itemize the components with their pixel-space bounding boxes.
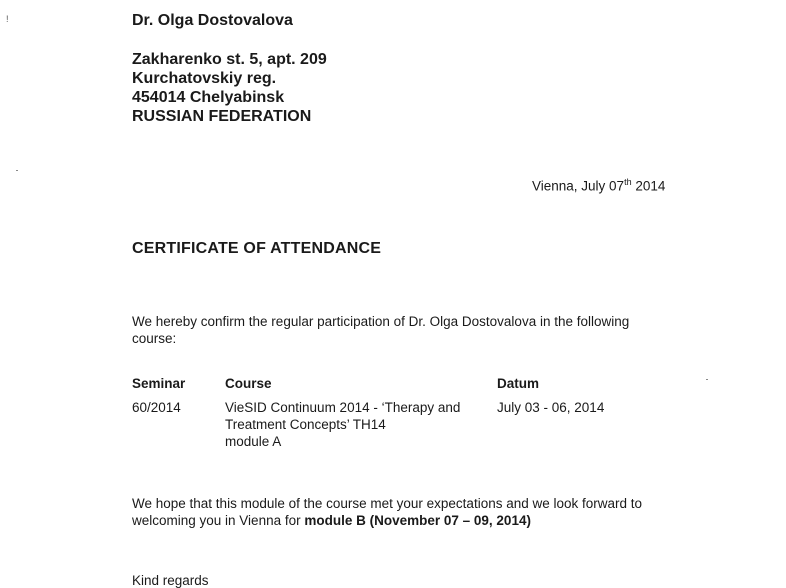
scan-speck: [16, 170, 18, 171]
header-seminar: Seminar: [132, 376, 186, 391]
address-line-city: 454014 Chelyabinsk: [132, 89, 285, 106]
address-line-region: Kurchatovskiy reg.: [132, 70, 277, 87]
date-prefix: Vienna, July 07: [532, 178, 625, 194]
intro-line-2: course:: [132, 331, 177, 346]
cell-seminar: 60/2014: [132, 400, 181, 415]
closing-line-2-text: welcoming you in Vienna for: [132, 513, 305, 528]
date-year: 2014: [631, 178, 666, 194]
signoff: Kind regards: [132, 573, 209, 588]
address-line-street: Zakharenko st. 5, apt. 209: [132, 51, 327, 68]
certificate-title: CERTIFICATE OF ATTENDANCE: [132, 240, 382, 257]
cell-course-line-3: module A: [225, 434, 282, 449]
scan-speck: [706, 379, 708, 380]
closing-line-1: We hope that this module of the course met your expectations and we look forward to: [132, 496, 643, 511]
recipient-name: Dr. Olga Dostovalova: [132, 12, 293, 29]
address-line-country: RUSSIAN FEDERATION: [132, 108, 312, 125]
cell-course-line-1: VieSID Continuum 2014 - ‘Therapy and: [225, 400, 461, 415]
cell-course-line-2: Treatment Concepts’ TH14: [225, 417, 386, 432]
stray-mark: !: [6, 14, 9, 24]
date-ordinal-suffix: th: [624, 177, 632, 187]
letter-date: [532, 177, 665, 194]
header-datum: Datum: [497, 376, 540, 391]
closing-line-2: [132, 513, 531, 528]
header-course: Course: [225, 376, 272, 391]
intro-line-1: We hereby confirm the regular participation of Dr. Olga Dostovalova in the following: [132, 314, 630, 329]
closing-line-2-bold: module B (November 07 – 09, 2014): [304, 513, 531, 528]
cell-datum: July 03 - 06, 2014: [497, 400, 605, 415]
